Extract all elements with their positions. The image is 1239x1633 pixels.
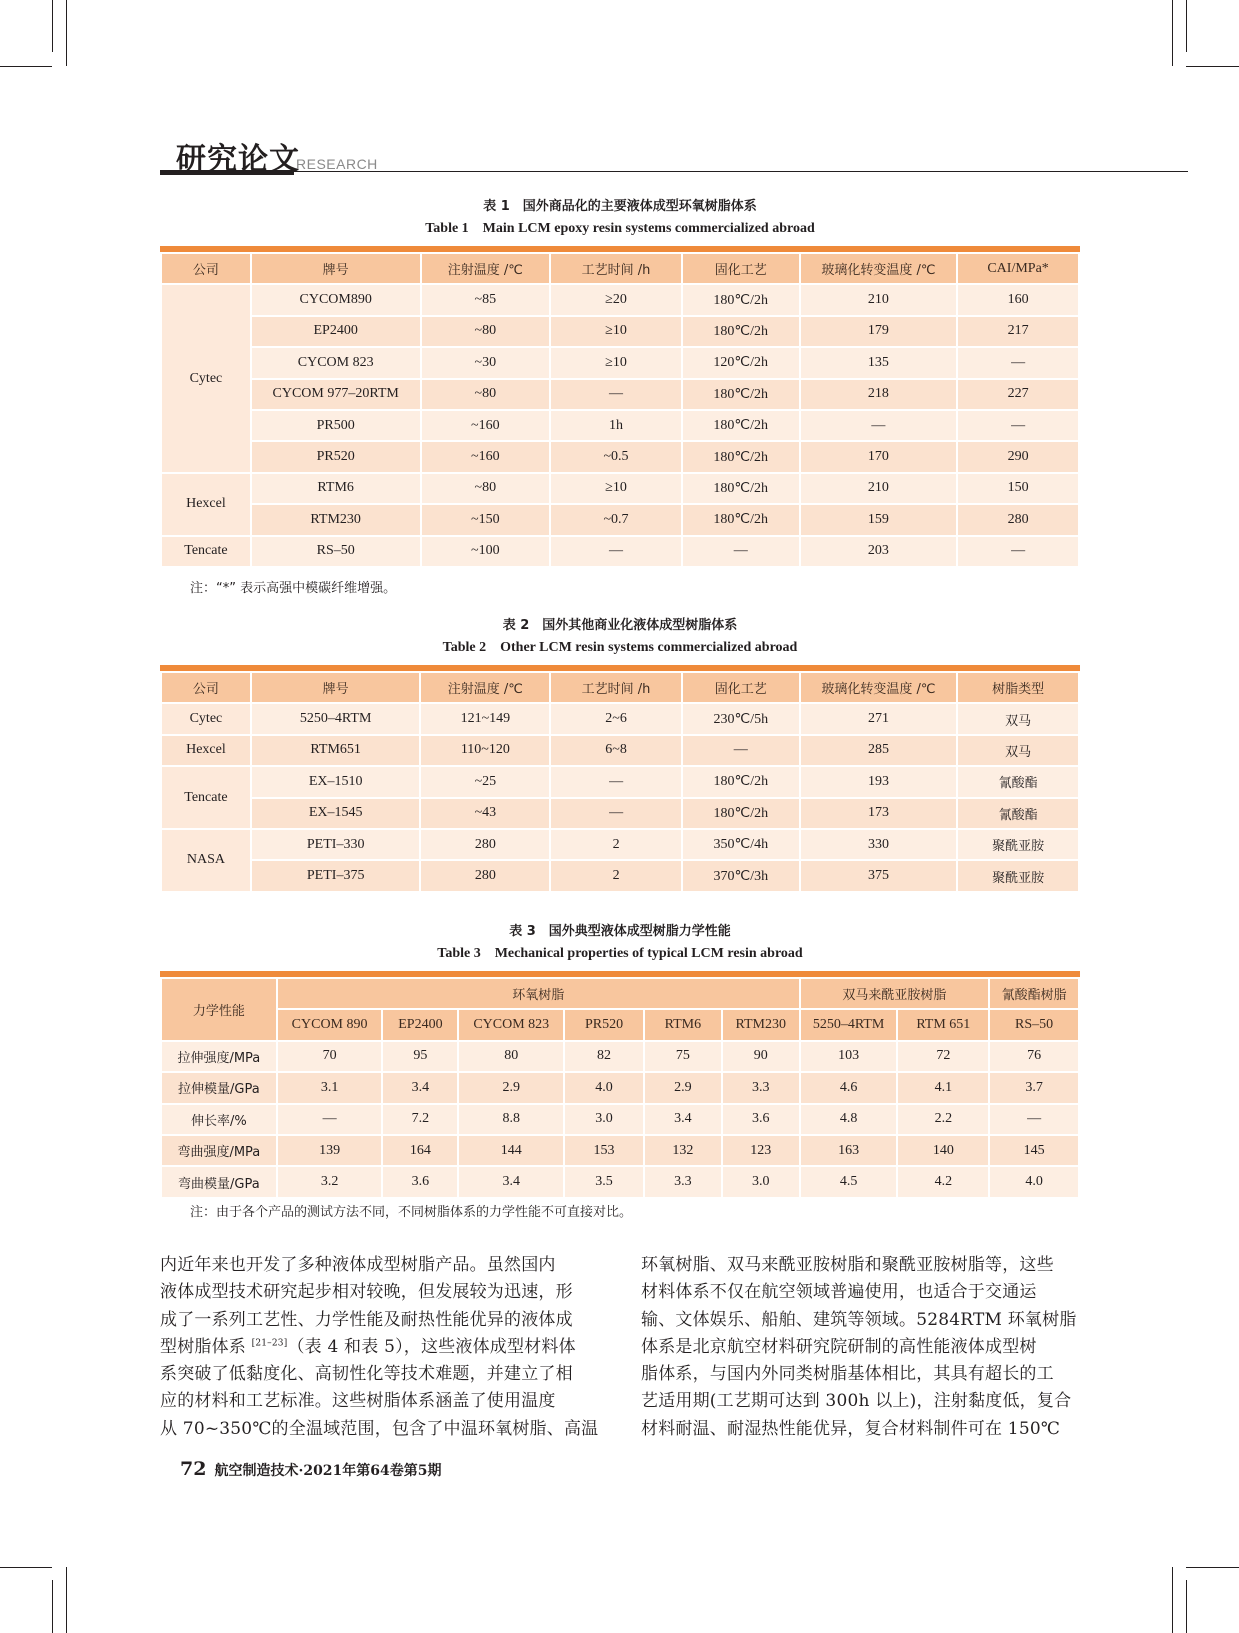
table2-cell: 5250–4RTM — [251, 703, 421, 734]
table1-cell: ~160 — [421, 410, 551, 441]
table1-company-cell: Tencate — [161, 536, 251, 567]
table1-cell: 280 — [957, 504, 1079, 535]
table2-company-cell: Tencate — [161, 766, 251, 829]
table3-cell: 3.3 — [722, 1072, 800, 1103]
table1-header-cell: CAI/MPa* — [957, 253, 1079, 284]
table3-cell: 163 — [800, 1135, 898, 1166]
table1-cell: ~160 — [421, 441, 551, 472]
table3-cell: 3.6 — [382, 1166, 458, 1197]
table1-cell: 170 — [800, 441, 958, 472]
table1-cell: 180℃/2h — [682, 316, 800, 347]
crop-mark — [52, 0, 53, 52]
table3-row-label: 拉伸强度/MPa — [161, 1041, 277, 1072]
table2-cell: 280 — [420, 860, 550, 891]
crop-mark — [0, 1567, 52, 1568]
table1-row — [161, 410, 1079, 441]
table1-cell: CYCOM 977–20RTM — [251, 379, 421, 410]
table3-caption-cn: 表 3 国外典型液体成型树脂力学性能 — [509, 924, 731, 939]
table2-header-cell: 公司 — [161, 672, 251, 703]
table2-cell: 2 — [550, 829, 682, 860]
table3-cell: 3.7 — [989, 1072, 1079, 1103]
table2-caption — [160, 615, 1080, 659]
crop-mark — [0, 66, 52, 67]
table2-cell: — — [682, 735, 800, 766]
table3-row — [161, 1135, 1079, 1166]
table2-cell: PETI–375 — [251, 860, 421, 891]
table2-cell: — — [550, 798, 682, 829]
table2-caption-en: Table 2 Other LCM resin systems commercialized abroad — [442, 640, 798, 655]
table1-cell: 1h — [550, 410, 682, 441]
table1-cell: ~85 — [421, 284, 551, 315]
table3 — [160, 977, 1080, 1199]
crop-mark — [66, 1567, 67, 1633]
table3-row — [161, 1104, 1079, 1135]
table3-row — [161, 1166, 1079, 1197]
table2-cell: 110~120 — [420, 735, 550, 766]
table2-cell: 6~8 — [550, 735, 682, 766]
table3-product-header: EP2400 — [382, 1009, 458, 1040]
table1-cell: ≥10 — [550, 347, 682, 378]
table3-corner: 力学性能 — [161, 978, 277, 1041]
page-header — [160, 132, 1188, 178]
table3-product-header: RTM6 — [644, 1009, 722, 1040]
body-line: 从 70~350℃的全温域范围，包含了中温环氧树脂、高温 — [160, 1418, 599, 1439]
table2-cell: 2 — [550, 860, 682, 891]
body-line: 体系是北京航空材料研究院研制的高性能液体成型树 — [641, 1336, 1037, 1357]
table2-cell: ~25 — [420, 766, 550, 797]
table2-cell: 173 — [800, 798, 958, 829]
body-line: 输、文体娱乐、船舶、建筑等领域。5284RTM 环氧树脂 — [641, 1309, 1077, 1330]
crop-mark — [1186, 1567, 1239, 1568]
table1-row — [161, 347, 1079, 378]
table3-cell: 123 — [722, 1135, 800, 1166]
table3-row — [161, 1041, 1079, 1072]
table1-caption-en: Table 1 Main LCM epoxy resin systems commercialized abroad — [425, 221, 815, 236]
table3-cell: 4.0 — [564, 1072, 644, 1103]
table3-cell: 144 — [458, 1135, 564, 1166]
table2-cell: PETI–330 — [251, 829, 421, 860]
table1-cell: 180℃/2h — [682, 410, 800, 441]
body-line: 艺适用期(工艺期可达到 300h 以上)，注射黏度低，复合 — [641, 1391, 1072, 1412]
table3-cell: 3.4 — [644, 1104, 722, 1135]
table2-cell: 聚酰亚胺 — [957, 860, 1079, 891]
table2-cell: 285 — [800, 735, 958, 766]
table3-cell: 2.2 — [897, 1104, 989, 1135]
table2-row — [161, 829, 1079, 860]
table1-caption — [160, 196, 1080, 240]
table2-caption-cn: 表 2 国外其他商业化液体成型树脂体系 — [502, 618, 738, 633]
table1-cell: 160 — [957, 284, 1079, 315]
section-subtitle: RESEARCH — [296, 156, 378, 172]
table2-cell: 聚酰亚胺 — [957, 829, 1079, 860]
table1-note: 注：“*” 表示高强中模碳纤维增强。 — [190, 581, 397, 596]
table1-cell: 203 — [800, 536, 958, 567]
table3-cell: 145 — [989, 1135, 1079, 1166]
table1-cell: ~80 — [421, 316, 551, 347]
journal-name: 航空制造技术·2021年第64卷第5期 — [214, 1463, 442, 1479]
table1-header-cell: 固化工艺 — [682, 253, 800, 284]
table3-cell: 75 — [644, 1041, 722, 1072]
table2-cell: 230℃/5h — [682, 703, 800, 734]
table1-cell: — — [550, 379, 682, 410]
table3-cell: 4.1 — [897, 1072, 989, 1103]
table1-cell: ~0.7 — [550, 504, 682, 535]
table3-cell: 3.0 — [564, 1104, 644, 1135]
table1-cell: RTM6 — [251, 473, 421, 504]
table1-caption-cn: 表 1 国外商品化的主要液体成型环氧树脂体系 — [483, 199, 757, 214]
table1-cell: 159 — [800, 504, 958, 535]
table3-row-label: 拉伸模量/GPa — [161, 1072, 277, 1103]
table1-cell: 150 — [957, 473, 1079, 504]
body-line: 环氧树脂、双马来酰亚胺树脂和聚酰亚胺树脂等，这些 — [641, 1255, 1054, 1275]
table2-cell: 121~149 — [420, 703, 550, 734]
table1-cell: RS–50 — [251, 536, 421, 567]
table1-cell: 210 — [800, 284, 958, 315]
table2-header-cell: 树脂类型 — [957, 672, 1079, 703]
body-line: 系突破了低黏度化、高韧性化等技术难题，并建立了相 — [160, 1364, 573, 1385]
table3-product-header: RS–50 — [989, 1009, 1079, 1040]
body-text: （表 4 和表 5），这些液体成型材料体 — [287, 1336, 576, 1357]
table1-row — [161, 441, 1079, 472]
citation: [21–23] — [251, 1338, 288, 1349]
table2-row — [161, 703, 1079, 734]
table3-family-bmi: 双马来酰亚胺树脂 — [800, 978, 990, 1009]
body-line: 成了一系列工艺性、力学性能及耐热性能优异的液体成 — [160, 1309, 573, 1330]
body-text: 型树脂体系 — [160, 1336, 246, 1357]
table3-cell: 3.4 — [458, 1166, 564, 1197]
table1-row — [161, 379, 1079, 410]
crop-mark — [1186, 66, 1239, 67]
table3-cell: 139 — [277, 1135, 383, 1166]
table3-product-header: RTM 651 — [897, 1009, 989, 1040]
table2-header-cell: 注射温度 /℃ — [420, 672, 550, 703]
table1-cell: 180℃/2h — [682, 284, 800, 315]
table1-cell: — — [957, 347, 1079, 378]
table1-cell: 135 — [800, 347, 958, 378]
table3-cell: 3.4 — [382, 1072, 458, 1103]
table1-cell: 290 — [957, 441, 1079, 472]
table2-cell: 双马 — [957, 703, 1079, 734]
table2-cell: — — [550, 766, 682, 797]
table3-row-label: 弯曲强度/MPa — [161, 1135, 277, 1166]
table3-cell: 72 — [897, 1041, 989, 1072]
table1-company-cell: Hexcel — [161, 473, 251, 536]
table3-cell: 103 — [800, 1041, 898, 1072]
table3-note: 注：由于各个产品的测试方法不同，不同树脂体系的力学性能不可直接对比。 — [190, 1205, 633, 1220]
table1-cell: CYCOM890 — [251, 284, 421, 315]
table1-cell: 218 — [800, 379, 958, 410]
table3-cell: 90 — [722, 1041, 800, 1072]
table1-row — [161, 473, 1079, 504]
table1-cell: ≥10 — [550, 316, 682, 347]
table1-company-cell: Cytec — [161, 284, 251, 472]
crop-mark — [52, 1580, 53, 1633]
table3-cell: 3.5 — [564, 1166, 644, 1197]
table1-cell: CYCOM 823 — [251, 347, 421, 378]
body-column-left — [160, 1252, 600, 1443]
table3-cell: 82 — [564, 1041, 644, 1072]
body-column-right — [641, 1252, 1081, 1443]
table3-cell: 3.3 — [644, 1166, 722, 1197]
table1-row — [161, 536, 1079, 567]
table2-row — [161, 766, 1079, 797]
table3-product-header: CYCOM 823 — [458, 1009, 564, 1040]
table3-cell: 70 — [277, 1041, 383, 1072]
table1 — [160, 252, 1080, 568]
table1-cell: 210 — [800, 473, 958, 504]
table1-header-cell: 公司 — [161, 253, 251, 284]
table1-cell: PR500 — [251, 410, 421, 441]
table3-caption — [160, 921, 1080, 965]
table1-cell: 179 — [800, 316, 958, 347]
table1-cell: ~0.5 — [550, 441, 682, 472]
crop-mark — [1172, 0, 1173, 66]
table3-row-label: 弯曲模量/GPa — [161, 1166, 277, 1197]
table3-cell: 4.6 — [800, 1072, 898, 1103]
table1-cell: 217 — [957, 316, 1079, 347]
body-line-with-citation — [160, 1334, 600, 1361]
table3-cell: 140 — [897, 1135, 989, 1166]
body-line: 材料体系不仅在航空领域普遍使用，也适合于交通运 — [641, 1282, 1037, 1303]
table3-product-header: 5250–4RTM — [800, 1009, 898, 1040]
table2-cell: 180℃/2h — [682, 798, 800, 829]
header-rule — [294, 171, 1188, 172]
table2-row — [161, 860, 1079, 891]
table1-cell: ≥20 — [550, 284, 682, 315]
table1-cell: 180℃/2h — [682, 504, 800, 535]
body-line: 内近年来也开发了多种液体成型树脂产品。虽然国内 — [160, 1255, 556, 1275]
table1-cell: 180℃/2h — [682, 441, 800, 472]
table1-row — [161, 316, 1079, 347]
crop-mark — [66, 0, 67, 66]
table1-header-cell: 牌号 — [251, 253, 421, 284]
page-number: 72 — [180, 1458, 207, 1480]
table3-caption-en: Table 3 Mechanical properties of typical LCM resin abroad — [437, 946, 803, 961]
table1-row — [161, 284, 1079, 315]
table3-cell: 8.8 — [458, 1104, 564, 1135]
table3-cell: 4.5 — [800, 1166, 898, 1197]
table1-cell: ≥10 — [550, 473, 682, 504]
table2-cell: EX–1545 — [251, 798, 421, 829]
table1-row — [161, 504, 1079, 535]
table2-cell: 370℃/3h — [682, 860, 800, 891]
table1-cell: PR520 — [251, 441, 421, 472]
table1-cell: 180℃/2h — [682, 379, 800, 410]
table3-cell: 164 — [382, 1135, 458, 1166]
body-line: 液体成型技术研究起步相对较晚，但发展较为迅速，形 — [160, 1282, 573, 1303]
table3-cell: — — [989, 1104, 1079, 1135]
table3-cell: 132 — [644, 1135, 722, 1166]
table3-cell: 3.1 — [277, 1072, 383, 1103]
table1-header-cell: 工艺时间 /h — [550, 253, 682, 284]
table2-row — [161, 735, 1079, 766]
table3-family-cyanate: 氰酸酯树脂 — [989, 978, 1079, 1009]
table2-cell: 2~6 — [550, 703, 682, 734]
table1-cell: EP2400 — [251, 316, 421, 347]
table3-product-header: PR520 — [564, 1009, 644, 1040]
table2-cell: 330 — [800, 829, 958, 860]
table3-cell: 7.2 — [382, 1104, 458, 1135]
table1-cell: — — [682, 536, 800, 567]
table2-cell: 271 — [800, 703, 958, 734]
table1-header-cell: 玻璃化转变温度 /℃ — [800, 253, 958, 284]
table2-header-cell: 工艺时间 /h — [550, 672, 682, 703]
table2-cell: 氰酸酯 — [957, 766, 1079, 797]
table3-cell: 4.0 — [989, 1166, 1079, 1197]
table1-cell: — — [957, 410, 1079, 441]
table2-row — [161, 798, 1079, 829]
table3-row — [161, 1072, 1079, 1103]
table1-cell: RTM230 — [251, 504, 421, 535]
table3-cell: — — [277, 1104, 383, 1135]
table2 — [160, 671, 1080, 893]
table1-cell: 180℃/2h — [682, 473, 800, 504]
table2-cell: 双马 — [957, 735, 1079, 766]
table3-cell: 4.8 — [800, 1104, 898, 1135]
table3-cell: 80 — [458, 1041, 564, 1072]
table3-cell: 3.0 — [722, 1166, 800, 1197]
table3-family-epoxy: 环氧树脂 — [277, 978, 800, 1009]
table3-cell: 2.9 — [458, 1072, 564, 1103]
table3-cell: 3.2 — [277, 1166, 383, 1197]
table2-header-cell: 牌号 — [251, 672, 421, 703]
section-title: 研究论文 — [176, 142, 300, 177]
table1-cell: ~80 — [421, 473, 551, 504]
table2-cell: 180℃/2h — [682, 766, 800, 797]
table3-product-header: RTM230 — [722, 1009, 800, 1040]
table3-cell: 153 — [564, 1135, 644, 1166]
table1-cell: — — [800, 410, 958, 441]
table1-cell: — — [550, 536, 682, 567]
table1-cell: — — [957, 536, 1079, 567]
crop-mark — [1186, 0, 1187, 52]
table3-cell: 3.6 — [722, 1104, 800, 1135]
table3-cell: 4.2 — [897, 1166, 989, 1197]
page-footer — [180, 1458, 442, 1480]
table2-cell: 193 — [800, 766, 958, 797]
body-line: 脂体系，与国内外同类树脂基体相比，其具有超长的工 — [641, 1364, 1054, 1385]
table2-header-cell: 固化工艺 — [682, 672, 800, 703]
table3-product-header: CYCOM 890 — [277, 1009, 383, 1040]
crop-mark — [1186, 1580, 1187, 1633]
table1-cell: ~100 — [421, 536, 551, 567]
table2-cell: 氰酸酯 — [957, 798, 1079, 829]
table2-cell: 350℃/4h — [682, 829, 800, 860]
table1-cell: 120℃/2h — [682, 347, 800, 378]
table1-cell: ~80 — [421, 379, 551, 410]
table2-cell: 280 — [420, 829, 550, 860]
table2-cell: ~43 — [420, 798, 550, 829]
table3-cell: 76 — [989, 1041, 1079, 1072]
table1-header-cell: 注射温度 /℃ — [421, 253, 551, 284]
body-line: 应的材料和工艺标准。这些树脂体系涵盖了使用温度 — [160, 1391, 556, 1412]
table2-company-cell: NASA — [161, 829, 251, 892]
table2-cell: RTM651 — [251, 735, 421, 766]
table1-cell: ~30 — [421, 347, 551, 378]
table1-cell: 227 — [957, 379, 1079, 410]
table2-cell: EX–1510 — [251, 766, 421, 797]
table3-cell: 95 — [382, 1041, 458, 1072]
table2-company-cell: Hexcel — [161, 735, 251, 766]
table2-cell: 375 — [800, 860, 958, 891]
table2-header-cell: 玻璃化转变温度 /℃ — [800, 672, 958, 703]
table2-company-cell: Cytec — [161, 703, 251, 734]
table3-cell: 2.9 — [644, 1072, 722, 1103]
crop-mark — [1172, 1567, 1173, 1633]
table1-cell: ~150 — [421, 504, 551, 535]
table3-row-label: 伸长率/% — [161, 1104, 277, 1135]
body-line: 材料耐温、耐湿热性能优异，复合材料制件可在 150℃ — [641, 1418, 1061, 1439]
